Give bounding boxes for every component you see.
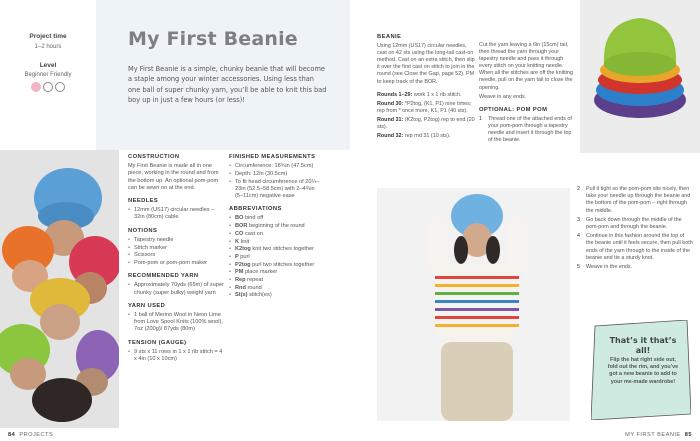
step-text: Pull it tight so the pom-pom sits nicely, then take your needle up through the beanie and the bottom of the pom-pom – right through the middle. bbox=[586, 186, 691, 214]
difficulty-dot-filled bbox=[31, 82, 41, 92]
page-number: 85 bbox=[684, 432, 692, 438]
model-photo bbox=[377, 188, 570, 421]
round-label: Round 32: bbox=[377, 133, 404, 140]
abbreviation-item bbox=[229, 231, 321, 238]
section-name: PROJECTS bbox=[19, 432, 54, 438]
round-label: Round 31: bbox=[377, 116, 404, 123]
abbreviation-item bbox=[229, 215, 321, 222]
beanie-text: Using 12mm (US17) circular needles, cast on 42 sts using the long-tail cast-on method. Cast on an extra stitch, then slip it over the first cast on stitch to join in the round (see Close the Gap, page 52). PM to keep track of the BOR. bbox=[377, 43, 475, 85]
construction-text: My First Beanie is made all in one piece, working in the round and from the bottom up. An optional pom-pom can be sewn on at the end. bbox=[128, 163, 219, 191]
abbreviation-item bbox=[229, 285, 321, 292]
right-footer bbox=[625, 432, 692, 438]
step-number: 2 bbox=[577, 186, 580, 192]
step-number: 4 bbox=[577, 233, 580, 240]
measurement-item: • Depth: 12in (30.5cm) bbox=[229, 171, 321, 178]
round-line bbox=[377, 101, 475, 115]
step-number: 5 bbox=[577, 264, 580, 271]
pompom-step bbox=[577, 217, 693, 231]
project-time-label: Project time bbox=[29, 33, 67, 40]
abbreviation-item bbox=[229, 254, 321, 261]
round-line bbox=[377, 117, 475, 131]
yarn-used-heading: YARN USED bbox=[128, 302, 166, 309]
level-label: Level bbox=[39, 62, 57, 69]
abbreviation-item bbox=[229, 262, 321, 269]
step-text: Go back down through the middle of the pom-pom and through the beanie. bbox=[586, 216, 682, 231]
left-footer bbox=[8, 432, 53, 438]
abbreviation-item bbox=[229, 269, 321, 276]
recommended-yarn-item: • Approximately 70yds (65m) of super chunky (super bulky) weight yarn bbox=[128, 282, 224, 296]
finish-instructions bbox=[479, 42, 575, 146]
round-text: rep rnd 31 (10 sts). bbox=[403, 133, 451, 140]
finish-text: Cut the yarn leaving a 6in (15cm) tail, then thread the yarn through your tapestry needle and pass it through every stitch on your knitting needle. When all the stitches are off the knitting needle, pull on the yarn tail to close the opening. bbox=[479, 42, 573, 91]
project-time-value: 1–2 hours bbox=[34, 44, 62, 50]
abbreviation-value: place marker bbox=[244, 269, 278, 276]
abbreviation-value: knit bbox=[240, 238, 250, 245]
abbreviation-item bbox=[229, 239, 321, 246]
step-number: 1 bbox=[479, 115, 482, 122]
abbreviation-value: bind off bbox=[244, 215, 264, 222]
abbreviation-key: P bbox=[235, 253, 239, 260]
notions-item: • Stitch marker bbox=[128, 245, 224, 252]
abbreviation-value: beginning of the round bbox=[249, 223, 305, 230]
weave-text: Weave in any ends. bbox=[479, 93, 527, 100]
construction-heading: CONSTRUCTION bbox=[128, 154, 180, 160]
abbreviation-value: repeat bbox=[247, 277, 264, 284]
pompom-step bbox=[577, 264, 693, 271]
pompom-step bbox=[577, 186, 693, 215]
abbreviation-value: purl bbox=[240, 253, 250, 260]
abbreviation-value: knit two stitches together bbox=[252, 246, 314, 253]
round-label: Rounds 1–29: bbox=[377, 91, 413, 98]
abbreviation-key: PM bbox=[235, 269, 244, 276]
beanie-heading: BEANIE bbox=[377, 34, 402, 40]
model-illustration bbox=[377, 188, 570, 421]
title-panel bbox=[96, 0, 350, 150]
abbreviation-key: P2tog bbox=[235, 261, 251, 268]
level-value: Beginner Friendly bbox=[24, 72, 72, 78]
needles-heading: NEEDLES bbox=[128, 198, 159, 205]
round-label: Round 30: bbox=[377, 100, 404, 107]
callout-box bbox=[591, 320, 691, 420]
beanie-instructions bbox=[377, 34, 475, 142]
callout-title: That’s it that’s all! bbox=[609, 336, 677, 355]
right-page bbox=[350, 0, 700, 441]
abbreviation-key: CO bbox=[235, 230, 244, 237]
step-text: Weave in the ends. bbox=[586, 264, 633, 271]
step-number: 3 bbox=[577, 216, 580, 223]
section-name: MY FIRST BEANIE bbox=[625, 432, 681, 438]
abbreviations-heading: ABBREVIATIONS bbox=[229, 206, 282, 213]
abbreviation-key: K bbox=[235, 238, 240, 245]
abbreviation-key: St(s) bbox=[235, 292, 248, 299]
pompom-step bbox=[577, 233, 693, 262]
notions-item: • Tapestry needle bbox=[128, 237, 224, 244]
notions-item: • Pom-pom or pom-pom maker bbox=[128, 260, 224, 267]
group-photo-illustration bbox=[0, 150, 119, 428]
abbreviation-item bbox=[229, 277, 321, 284]
beanie-stack-illustration bbox=[580, 0, 700, 153]
abbreviation-value: cast on bbox=[244, 230, 263, 237]
abbreviation-key: BOR bbox=[235, 223, 248, 230]
abbreviation-key: Rnd bbox=[235, 284, 246, 291]
callout-text: Flip the hat right side out, fold out the rim, and you’ve got a new beanie to add to your me-made wardrobe! bbox=[607, 357, 679, 385]
pompom-step bbox=[479, 116, 575, 144]
abbreviation-key: Rep bbox=[235, 277, 246, 284]
round-text: *P2tog, (K1, P1) nine times; rep from * once more, K1, P1 (40 sts). bbox=[377, 100, 472, 114]
difficulty-dot-empty bbox=[55, 82, 65, 92]
project-meta bbox=[0, 0, 96, 150]
page-number: 84 bbox=[8, 432, 16, 438]
tension-heading: TENSION (GAUGE) bbox=[128, 339, 187, 346]
abbreviation-value: stitch(es) bbox=[249, 292, 272, 299]
abbreviation-item bbox=[229, 292, 321, 299]
abbreviation-key: BO bbox=[235, 215, 244, 222]
abbreviation-value: purl two stitches together bbox=[252, 261, 315, 268]
materials-column bbox=[128, 154, 224, 364]
abbreviation-item bbox=[229, 246, 321, 253]
round-text: work 1 x 1 rib stitch. bbox=[412, 91, 462, 98]
yarn-used-item: • 1 ball of Merino Wool in Neon Lime from Love Spool Knits (100% wool), 7oz (200g)/ 87yds (80m) bbox=[128, 312, 224, 334]
difficulty-dot-empty bbox=[43, 82, 53, 92]
round-text: (K2tog, P2tog) rep to end (20 sts). bbox=[377, 116, 475, 131]
intro-text: My First Beanie is a simple, chunky beanie that will become a staple among your winter accessories. Using less than one ball of super chunky yarn, you’ll be able to knit this bad boy up in just a few hours (or less)! bbox=[128, 65, 327, 105]
abbreviation-item bbox=[229, 223, 321, 230]
step-text: Thread one of the attached ends of your pom-pom through a tapestry needle and insert it through the top of the beanie. bbox=[488, 115, 572, 144]
group-beanie-photo bbox=[0, 150, 119, 428]
page-title: My First Beanie bbox=[128, 28, 298, 50]
round-line bbox=[377, 133, 475, 140]
measurements-column bbox=[229, 154, 321, 300]
pompom-steps bbox=[577, 186, 693, 273]
measurement-item: • To fit head circumference of 20¼–23in (52.5–58.5cm) with 2–4¾in (5–11cm) negative ease bbox=[229, 179, 321, 201]
abbreviation-key: K2tog bbox=[235, 246, 251, 253]
tension-item: • 9 sts x 11 rows in 1 x 1 rib stitch = 4 x 4in (10 x 10cm) bbox=[128, 349, 224, 363]
recommended-yarn-heading: RECOMMENDED YARN bbox=[128, 273, 199, 280]
step-text: Continue in this fashion around the top of the beanie until it feels secure, then pull both ends of the yarn through to the inside of the beanie and tie a sturdy knot. bbox=[586, 233, 693, 261]
notions-heading: NOTIONS bbox=[128, 227, 158, 234]
notions-item: • Scissors bbox=[128, 252, 224, 259]
finished-measurements-heading: FINISHED MEASUREMENTS bbox=[229, 154, 316, 160]
green-beanie-photo bbox=[580, 0, 700, 153]
pompom-heading: OPTIONAL: POM POM bbox=[479, 106, 548, 113]
abbreviation-value: round bbox=[247, 284, 262, 291]
round-line bbox=[377, 92, 475, 99]
measurement-item: • Circumference: 18¾in (47.5cm) bbox=[229, 163, 321, 170]
needles-item: • 12mm (US17) circular needles – 32in (80cm) cable bbox=[128, 207, 224, 221]
